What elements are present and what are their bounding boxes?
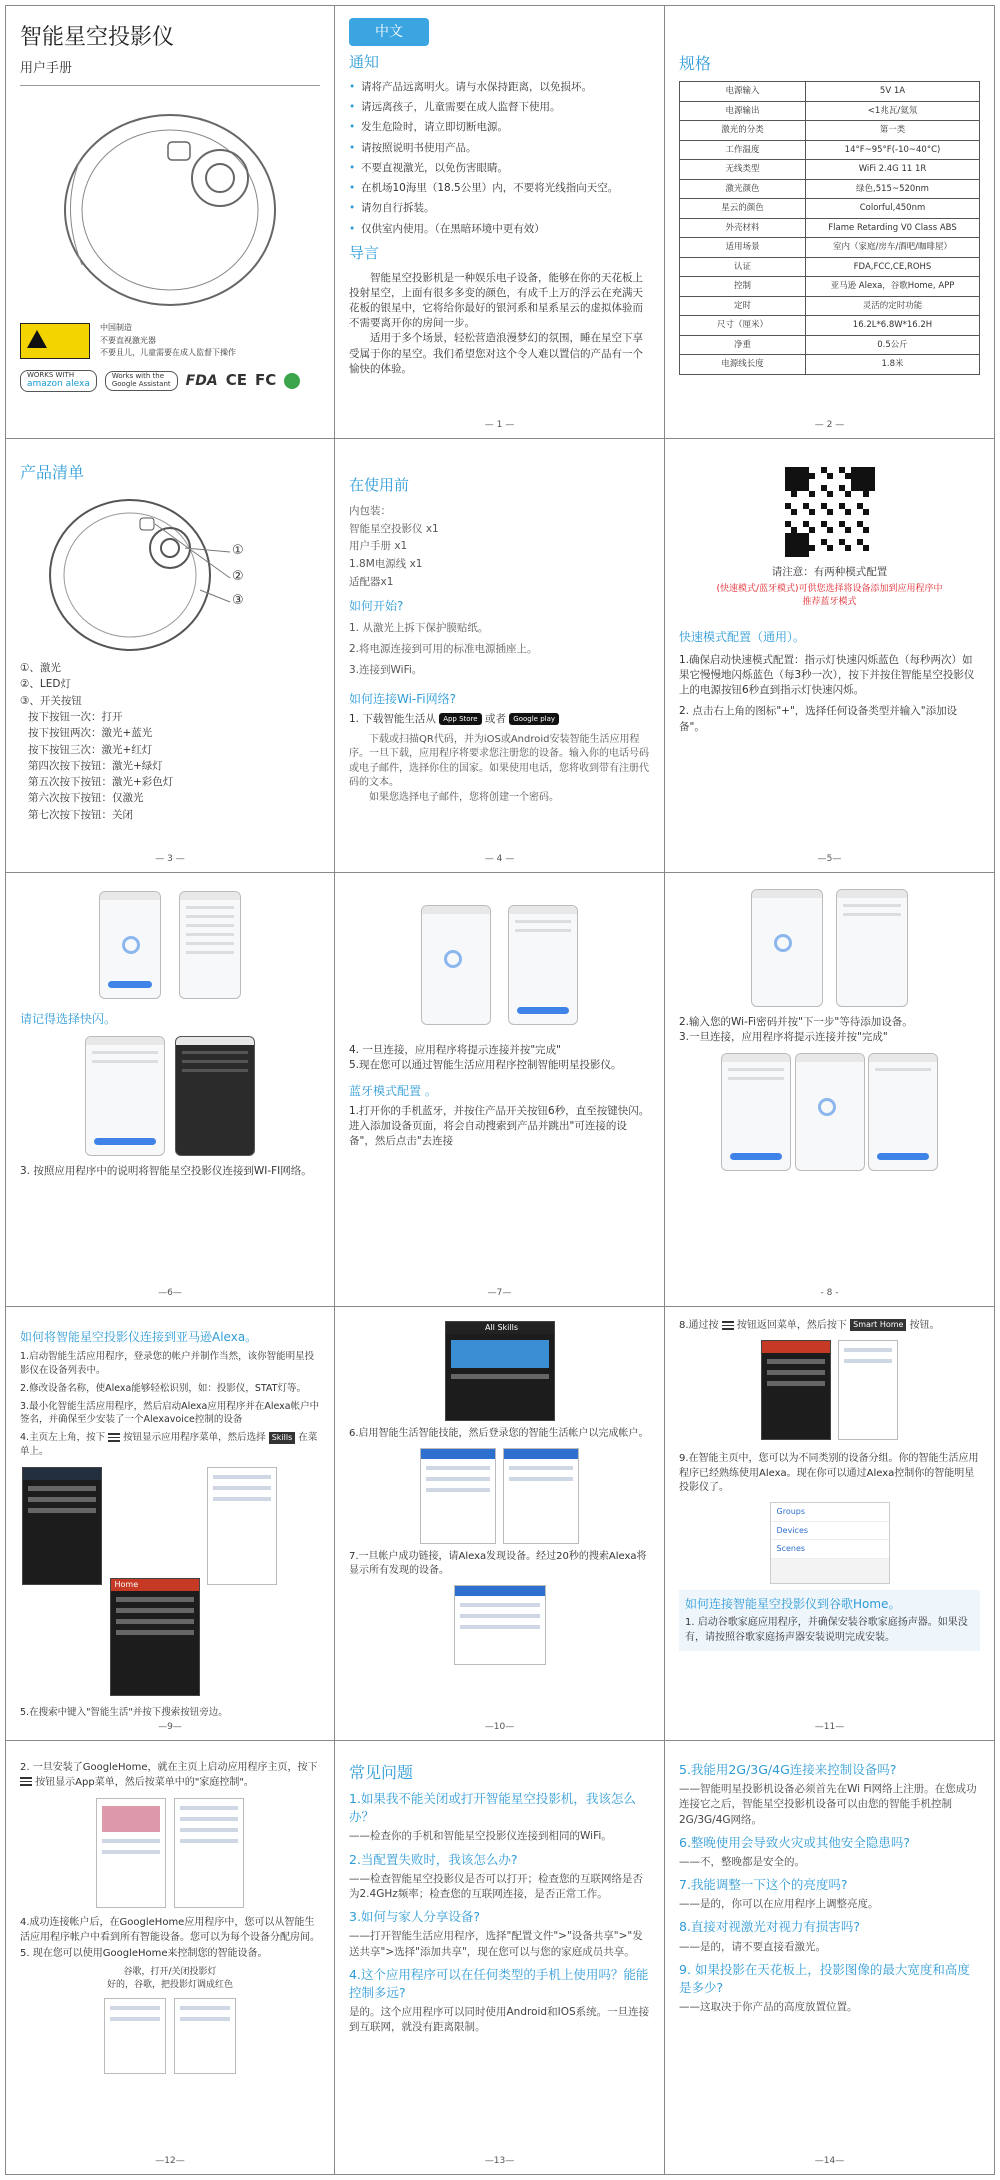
or-text: 或者 — [484, 712, 506, 725]
spec-label: 适用场景 — [680, 238, 806, 258]
alexa-badge-top: WORKS WITH — [27, 371, 75, 380]
spec-label: 外壳材料 — [680, 218, 806, 238]
spec-row — [680, 238, 980, 258]
ce-logo: CE — [225, 371, 247, 390]
spec-row — [680, 316, 980, 336]
manual-sheet — [5, 5, 995, 2175]
gh-step-2-part-b: 按钮显示App菜单，然后按菜单中的"家庭控制"。 — [35, 1776, 254, 1788]
spec-label: 尺寸（厘米） — [680, 316, 806, 336]
wifi-text: 下载或扫描QR代码，并为iOS或Android安装智能生活应用程序。一旦下载，应用程序将要求您注册您的设备。输入你的电话号码或电子邮件，选择你住的国家。如果使用电话，您将收到带有注册代码的文本。 — [349, 733, 649, 789]
spec-label: 电源线长度 — [680, 355, 806, 375]
spec-row — [680, 82, 980, 102]
guide-text: 智能星空投影机是一种娱乐电子设备，能够在你的天花板上投射星空，上面有很多多变的颜色，有成千上万的浮云在充满天花板的银星中，它将给你最好的银河系和星系星云的虚拟体验而不需要离开你的房间一步。 — [349, 271, 643, 330]
gh-screenshot — [174, 1998, 236, 2074]
specs-title: 规格 — [679, 54, 712, 73]
phone-screenshot — [795, 1053, 865, 1171]
phone-screenshot — [175, 1036, 255, 1156]
quick-step-2: 2. 点击右上角的图标"+"，选择任何设备类型并输入"添加设备"。 — [679, 705, 958, 733]
gh-step-5: 5. 现在您可以使用GoogleHome来控制您的智能设备。 — [20, 1948, 268, 1959]
press-item: 按下按钮一次：打开 — [28, 710, 123, 723]
faq-answer: ——是的，你可以在应用程序上调整亮度。 — [679, 1898, 879, 1911]
bluetooth-title: 蓝牙模式配置 。 — [349, 1084, 437, 1099]
cover-subtitle: 用户手册 — [20, 60, 320, 86]
page-number: —5— — [817, 853, 842, 864]
spec-value: 第一类 — [806, 121, 980, 141]
spec-row — [680, 101, 980, 121]
phone-screenshot — [751, 889, 823, 1007]
smart-home-pill: Smart Home — [850, 1319, 906, 1331]
phone-screenshot — [721, 1053, 791, 1171]
voice-commands — [20, 1966, 320, 1992]
menu-icon — [722, 1321, 734, 1330]
press-item: 第七次按下按钮：关闭 — [28, 808, 133, 821]
bluetooth-text: 1.打开你的手机蓝牙，并按住产品开关按钮6秒，直至按键快闪。进入添加设备页面，将会自动搜索到产品并跳出"可连接的设备"，然后点击"去连接 — [349, 1104, 650, 1148]
step-3-text: 3. 按照应用程序中的说明将智能星空投影仪连接到WI-FI网络。 — [20, 1165, 312, 1178]
part-item: ③、开关按钮 — [20, 694, 82, 707]
screens-top — [20, 1796, 320, 1910]
alexa-step-1: 1.启动智能生活应用程序，登录您的帐户并制作当然，该你智能明星投影仪在设备列表中。 — [20, 1351, 315, 1377]
spec-value: 绿色,515~520nm — [806, 179, 980, 199]
step-8-part-b: 按钮返回菜单，然后按下 — [736, 1320, 847, 1331]
wifi-title: 如何连接Wi-Fi网络? — [349, 692, 456, 707]
screens-bottom — [679, 1053, 980, 1171]
page-number: —7— — [487, 1287, 512, 1298]
google-badge-text: Google Assistant — [111, 380, 171, 388]
spec-row — [680, 160, 980, 180]
callout-3: ③ — [232, 593, 244, 609]
step-4-text: 4. 一旦连接，应用程序将提示连接并按"完成" — [349, 1044, 562, 1056]
fda-logo: FDA — [185, 372, 218, 389]
notice-item: • 发生危险时，请立即切断电源。 — [349, 120, 650, 135]
phone-screenshot — [179, 891, 241, 999]
page-number: — 2 — — [814, 419, 845, 430]
gh-step-2 — [20, 1761, 320, 1790]
notice-title: 通知 — [349, 53, 380, 72]
groups-screenshot — [770, 1502, 890, 1584]
faq-question: 6.整晚使用会导致火灾或其他安全隐患吗? — [679, 1834, 911, 1850]
contents-label: 内包装： — [349, 504, 391, 517]
spec-table — [679, 81, 980, 375]
gh-step-4: 4.成功连接帐户后，在GoogleHome应用程序中，您可以从智能生活应用程序帐户中看到所有智能设备。您可以为每个设备分配房间。 — [20, 1917, 320, 1943]
press-item: 第五次按下按钮：激光+彩色灯 — [28, 776, 174, 789]
step-2-text: 2.输入您的Wi-Fi密码并按"下一步"等待添加设备。 — [679, 1016, 913, 1028]
wifi-download-line — [349, 712, 650, 727]
faq-answer: ——智能明星投影机设备必须首先在Wi Fi网络上注册。在您成功连接它之后，智能星空投影机设备可以由您的智能手机控制2G/3G/4G网络。 — [679, 1783, 977, 1826]
package-contents — [349, 503, 650, 592]
alexa-step-7: 7.一旦帐户成功链接，请Alexa发现设备。经过20秒的搜索Alexa将显示所有发现的设备。 — [349, 1550, 647, 1576]
alexa-skill-page — [335, 1307, 665, 1741]
quick-mode-page — [665, 439, 995, 873]
phone-screenshot — [508, 905, 578, 1025]
spec-label: 认证 — [680, 257, 806, 277]
phone-screenshot — [836, 889, 908, 1007]
made-in-text: 中国制造 — [100, 322, 132, 332]
faq-question: 3.如何与家人分享设备? — [349, 1909, 481, 1925]
children-text: 不要且儿，儿童需要在成人监督下操作 — [100, 348, 236, 358]
faq-answer: ——这取决于你产品的高度放置位置。 — [679, 2001, 858, 2014]
page-number: — 1 — — [484, 419, 515, 430]
menu-icon — [108, 1433, 120, 1442]
page-number: — 4 — — [484, 853, 515, 864]
before-use-page — [335, 439, 665, 873]
scenes-row: Scenes — [771, 1540, 889, 1559]
page-number: —6— — [158, 1287, 182, 1298]
spec-row — [680, 218, 980, 238]
spec-value: 灵活的定时功能 — [806, 296, 980, 316]
press-item: 按下按钮三次：激光+红灯 — [28, 743, 153, 756]
notices-page — [335, 5, 665, 439]
spec-value: Flame Retarding V0 Class ABS — [806, 218, 980, 238]
phone-screenshot — [421, 905, 491, 1025]
faq-answer: ——检查你的手机和智能星空投影仪连接到相同的WiFi。 — [349, 1830, 612, 1843]
spec-value: 0.5公斤 — [806, 335, 980, 355]
step-5-text: 5.现在您可以通过智能生活应用程序控制智能明星投影仪。 — [349, 1059, 622, 1072]
wifi-step-text: 1. 下载智能生活从 — [349, 712, 436, 725]
skill-screenshot — [503, 1448, 579, 1544]
spec-value: WiFi 2.4G 11 1R — [806, 160, 980, 180]
spec-label: 激光颜色 — [680, 179, 806, 199]
alexa-screenshot — [207, 1467, 277, 1585]
start-step: 1. 从激光上拆下保护膜贴纸。 — [349, 622, 489, 635]
quick-step-1: 1.确保启动快速模式配置：指示灯快速闪烁蓝色（每秒两次）如果它慢慢地闪烁蓝色（每3秒一次），按下并按住智能星空投影仪上的电源按钮6秒直到指示灯快速闪烁。 — [679, 653, 975, 697]
spec-label: 电源输入 — [680, 82, 806, 102]
alexa-step-4 — [20, 1431, 320, 1459]
press-item: 第四次按下按钮：激光+绿灯 — [28, 759, 163, 772]
voice-command: 好的，谷歌，把投影灯调成红色 — [106, 1979, 233, 1990]
spec-value: 5V 1A — [806, 82, 980, 102]
part-list — [20, 660, 320, 709]
start-step: 2.将电源连接到可用的标准电源插座上。 — [349, 643, 538, 656]
screens-top — [20, 891, 320, 999]
spec-value: 室内（家庭/房车/酒吧/咖啡屋） — [806, 238, 980, 258]
screens-top — [679, 1338, 980, 1447]
faq-page — [335, 1741, 665, 2175]
step-3-text: 3.一旦连接，应用程序将提示连接并按"完成" — [679, 1031, 888, 1044]
notice-item: • 请勿自行拆装。 — [349, 201, 650, 216]
guide-text-2: 适用于多个场景，轻松营造浪漫梦幻的氛围，睡在星空下享受属于你的星空。我们希望您对这个令人难以置信的产品有一个愉快的体验。 — [349, 332, 643, 375]
projector-illustration — [20, 90, 320, 320]
cover-page — [5, 5, 335, 439]
spec-value: 14°F~95°F(-10~40°C) — [806, 140, 980, 160]
product-list-page — [5, 439, 335, 873]
fc-logo: FC — [254, 371, 277, 390]
faq-question: 2.当配置失败时，我该怎么办? — [349, 1851, 518, 1867]
page-number: — 3 — — [155, 853, 185, 864]
faq-question: 5.我能用2G/3G/4G连接来控制设备吗? — [679, 1762, 897, 1777]
spec-row — [680, 355, 980, 375]
alexa-title: 如何将智能星空投影仪连接到亚马逊Alexa。 — [20, 1330, 258, 1344]
faq-answer: ——检查智能星空投影仪是否可以打开；检查您的互联网络是否为2.4GHz频率；检查您的互联网连接，是否正常工作。 — [349, 1872, 643, 1900]
gh-screenshot — [96, 1798, 166, 1908]
step-8-part-a: 8.通过按 — [679, 1320, 719, 1331]
faq-question: 9. 如果投影在天花板上，投影图像的最大宽度和高度是多少? — [679, 1961, 970, 1995]
mode-note-red: (快速模式/蓝牙模式)可供您选择将设备添加到应用程序中 — [716, 584, 943, 595]
spec-row — [680, 257, 980, 277]
notice-item: • 不要直视激光，以免伤害眼睛。 — [349, 161, 650, 176]
google-home-box — [679, 1590, 980, 1651]
google-home-title: 如何连接智能星空投影仪到谷歌Home。 — [685, 1596, 901, 1611]
part-item: ①、激光 — [20, 662, 61, 675]
phone-screenshot — [85, 1036, 165, 1156]
guide-title: 导言 — [349, 243, 380, 262]
faq-title: 常见问题 — [349, 1763, 414, 1782]
faq-question: 7.我能调整一下这个的亮度吗? — [679, 1877, 848, 1893]
spec-value: 亚马逊 Alexa，谷歌Home, APP — [806, 277, 980, 297]
spec-label: 激光的分类 — [680, 121, 806, 141]
start-steps — [349, 618, 650, 681]
spec-label: 无线类型 — [680, 160, 806, 180]
spec-row — [680, 179, 980, 199]
devices-row: Devices — [771, 1522, 889, 1541]
faq-question: 8.直接对视激光对视力有损害吗? — [679, 1919, 861, 1935]
faq-answer: 是的。这个应用程序可以同时使用Android和IOS系统。一旦连接到互联网，就没有距离限制。 — [349, 2006, 650, 2034]
contents-item: 1.8M电源线 x1 — [349, 558, 423, 571]
alexa-badge-text: amazon alexa — [27, 378, 90, 389]
wifi-text-2: 如果您选择电子邮件，您将创建一个密码。 — [369, 791, 559, 803]
product-diagram — [20, 490, 320, 660]
discover-screenshot — [454, 1585, 546, 1665]
app-screens-page-7 — [335, 873, 665, 1307]
specs-page — [665, 5, 995, 439]
screens-top — [349, 905, 650, 1025]
google-home-page — [5, 1741, 335, 2175]
alexa-step-6: 6.启用智能生活智能技能，然后登录您的智能生活帐户以完成帐户。 — [349, 1428, 649, 1439]
notice-item: • 请按照说明书使用产品。 — [349, 141, 650, 156]
product-list-title: 产品清单 — [20, 463, 85, 482]
gh-screenshot — [174, 1798, 244, 1908]
spec-row — [680, 121, 980, 141]
faq-answer: ——不，整晚都是安全的。 — [679, 1855, 805, 1868]
callout-2: ② — [232, 569, 244, 585]
press-item: 第六次按下按钮：仅激光 — [28, 792, 144, 805]
page-number: —9— — [158, 1721, 182, 1732]
step-4-part-a: 4.主页左上角，按下 — [20, 1432, 106, 1444]
spec-row — [680, 296, 980, 316]
spec-label: 电源输出 — [680, 101, 806, 121]
groups-row: Groups — [771, 1503, 889, 1522]
skills-pill: Skills — [269, 1432, 296, 1444]
alexa-screenshot — [110, 1578, 200, 1696]
step-4-part-c: 在菜单上。 — [20, 1432, 318, 1457]
alexa-badge — [20, 370, 97, 392]
screens-middle — [349, 1446, 650, 1546]
qr-code — [785, 467, 875, 557]
contents-item: 适配器x1 — [349, 576, 394, 589]
start-title: 如何开始? — [349, 598, 404, 613]
alexa-screens — [20, 1465, 320, 1698]
page-number: - 8 - — [820, 1287, 839, 1298]
spec-label: 定时 — [680, 296, 806, 316]
page-number: —12— — [155, 2155, 185, 2166]
callout-1: ① — [232, 543, 244, 559]
alexa-screenshot — [22, 1467, 102, 1585]
button-press-list — [20, 709, 320, 823]
before-use-title: 在使用前 — [349, 476, 410, 494]
language-tab: 中文 — [349, 18, 429, 46]
cover-title: 智能星空投影仪 — [20, 25, 175, 50]
phone-screenshot — [99, 891, 161, 999]
all-skills-screenshot — [445, 1321, 555, 1421]
screens-top — [349, 1319, 650, 1423]
menu-screenshot — [838, 1340, 898, 1440]
step-8-part-c: 按钮。 — [909, 1320, 940, 1331]
google-home-step-1: 1. 启动谷歌家庭应用程序，并确保安装谷歌家庭扬声器。如果没有，请按照谷歌家庭扬声器安装说明完成安装。 — [685, 1617, 968, 1643]
faq-answer: ——是的，请不要直接看激光。 — [679, 1940, 826, 1953]
google-badge — [105, 371, 178, 390]
alexa-step-5: 5.在搜索中键入"智能生活"并按下搜索按钮旁边。 — [20, 1706, 228, 1718]
page-number: —14— — [814, 2155, 845, 2166]
spec-value: 1.8米 — [806, 355, 980, 375]
screens-bottom — [349, 1583, 650, 1667]
spec-row — [680, 335, 980, 355]
faq-question: 1.如果我不能关闭或打开智能星空投影机，我该怎么办？ — [349, 1791, 636, 1825]
smart-home-page — [665, 1307, 995, 1741]
all-skills-label: All Skills — [446, 1322, 554, 1334]
notice-list — [349, 80, 650, 237]
app-screens-page-8 — [665, 873, 995, 1307]
faq-question: 4.这个应用程序可以在任何类型的手机上使用吗？能能控制多远? — [349, 1966, 649, 2000]
page-number: —13— — [484, 2155, 515, 2166]
page-number: —11— — [814, 1721, 845, 1732]
alexa-step-2: 2.修改设备名称，使Alexa能够轻松识别，如：投影仪，STAT灯等。 — [20, 1382, 306, 1394]
choose-quick-flash-note: 请记得选择快闪。 — [20, 1012, 117, 1026]
spec-value: FDA,FCC,CE,ROHS — [806, 257, 980, 277]
press-item: 按下按钮两次：激光+蓝光 — [28, 727, 153, 740]
scan-note: 请注意：有两种模式配置 — [771, 566, 888, 578]
notice-item: • 请将产品远离明火。请与水保持距离，以免损坏。 — [349, 80, 650, 95]
google-badge-top: Works with the — [111, 372, 165, 381]
projector-callout-illustration — [20, 490, 320, 660]
notice-item: • 仅供室内使用。（在黑暗环境中更有效） — [349, 222, 650, 237]
app-store-badge[interactable]: App Store — [439, 713, 481, 725]
contents-item: 智能星空投影仪 x1 — [349, 522, 439, 535]
part-item: ②、LED灯 — [20, 678, 71, 691]
laser-warning-label — [20, 323, 90, 359]
spec-label: 控制 — [680, 277, 806, 297]
alexa-step-3: 3.最小化智能生活应用程序，然后启动Alexa应用程序并在Alexa帐户中签名，并确保至少安装了一个Alexavoice控制的设备 — [20, 1400, 320, 1426]
screens-bottom — [20, 1996, 320, 2076]
skill-screenshot — [420, 1448, 496, 1544]
spec-value: <1兆瓦/氦氖 — [806, 101, 980, 121]
recycle-icon — [284, 373, 300, 389]
laser-warning-row — [20, 322, 320, 360]
home-label: Home — [111, 1579, 199, 1591]
gh-step-2-part-a: 2. 一旦安装了GoogleHome，就在主页上启动应用程序主页，按下 — [20, 1762, 318, 1773]
start-step: 3.连接到WiFi。 — [349, 664, 423, 677]
notice-item: • 在机场10海里（18.5公里）内，不要将光线指向天空。 — [349, 181, 650, 196]
menu-screenshot — [761, 1340, 831, 1440]
page-number: —10— — [484, 1721, 515, 1732]
recommend-bluetooth: 推荐蓝牙模式 — [802, 597, 857, 608]
alexa-page — [5, 1307, 335, 1741]
spec-label: 净重 — [680, 335, 806, 355]
step-4-part-b: 按钮显示应用程序菜单，然后选择 — [123, 1432, 266, 1444]
screens-bottom — [20, 1036, 320, 1156]
phone-screenshot — [868, 1053, 938, 1171]
spec-value: Colorful,450nm — [806, 199, 980, 219]
spec-label: 星云的颜色 — [680, 199, 806, 219]
faq-page-2 — [665, 1741, 995, 2175]
gh-screenshot — [104, 1998, 166, 2074]
step-8-text — [679, 1319, 980, 1334]
spec-row — [680, 277, 980, 297]
faq-answer: ——打开智能生活应用程序，选择"配置文件">"设备共享">"发送共享">选择"添加共享"，现在您可以与您的家庭成员共享。 — [349, 1930, 643, 1958]
warning-text-block — [100, 322, 236, 360]
voice-command: 谷歌，打开/关闭投影灯 — [123, 1966, 217, 1977]
spec-label: 工作温度 — [680, 140, 806, 160]
spec-row — [680, 199, 980, 219]
quick-mode-title: 快速模式配置（通用）。 — [679, 630, 806, 645]
screens-top — [679, 889, 980, 1007]
notice-item: • 请远离孩子，儿童需要在成人监督下使用。 — [349, 100, 650, 115]
step-9-text: 9.在智能主页中，您可以为不同类别的设备分组。你的智能生活应用程序已经熟练使用Alexa。现在你可以通过Alexa控制你的智能明星投影仪了。 — [679, 1453, 979, 1494]
certification-logos — [20, 370, 320, 392]
spec-value: 16.2L*6.8W*16.2H — [806, 316, 980, 336]
contents-item: 用户手册 x1 — [349, 540, 408, 553]
google-play-badge[interactable]: Google play — [509, 713, 559, 725]
no-stare-text: 不要直视激光器 — [100, 335, 156, 345]
spec-row — [680, 140, 980, 160]
app-screens-page-6 — [5, 873, 335, 1307]
menu-icon — [20, 1777, 32, 1786]
